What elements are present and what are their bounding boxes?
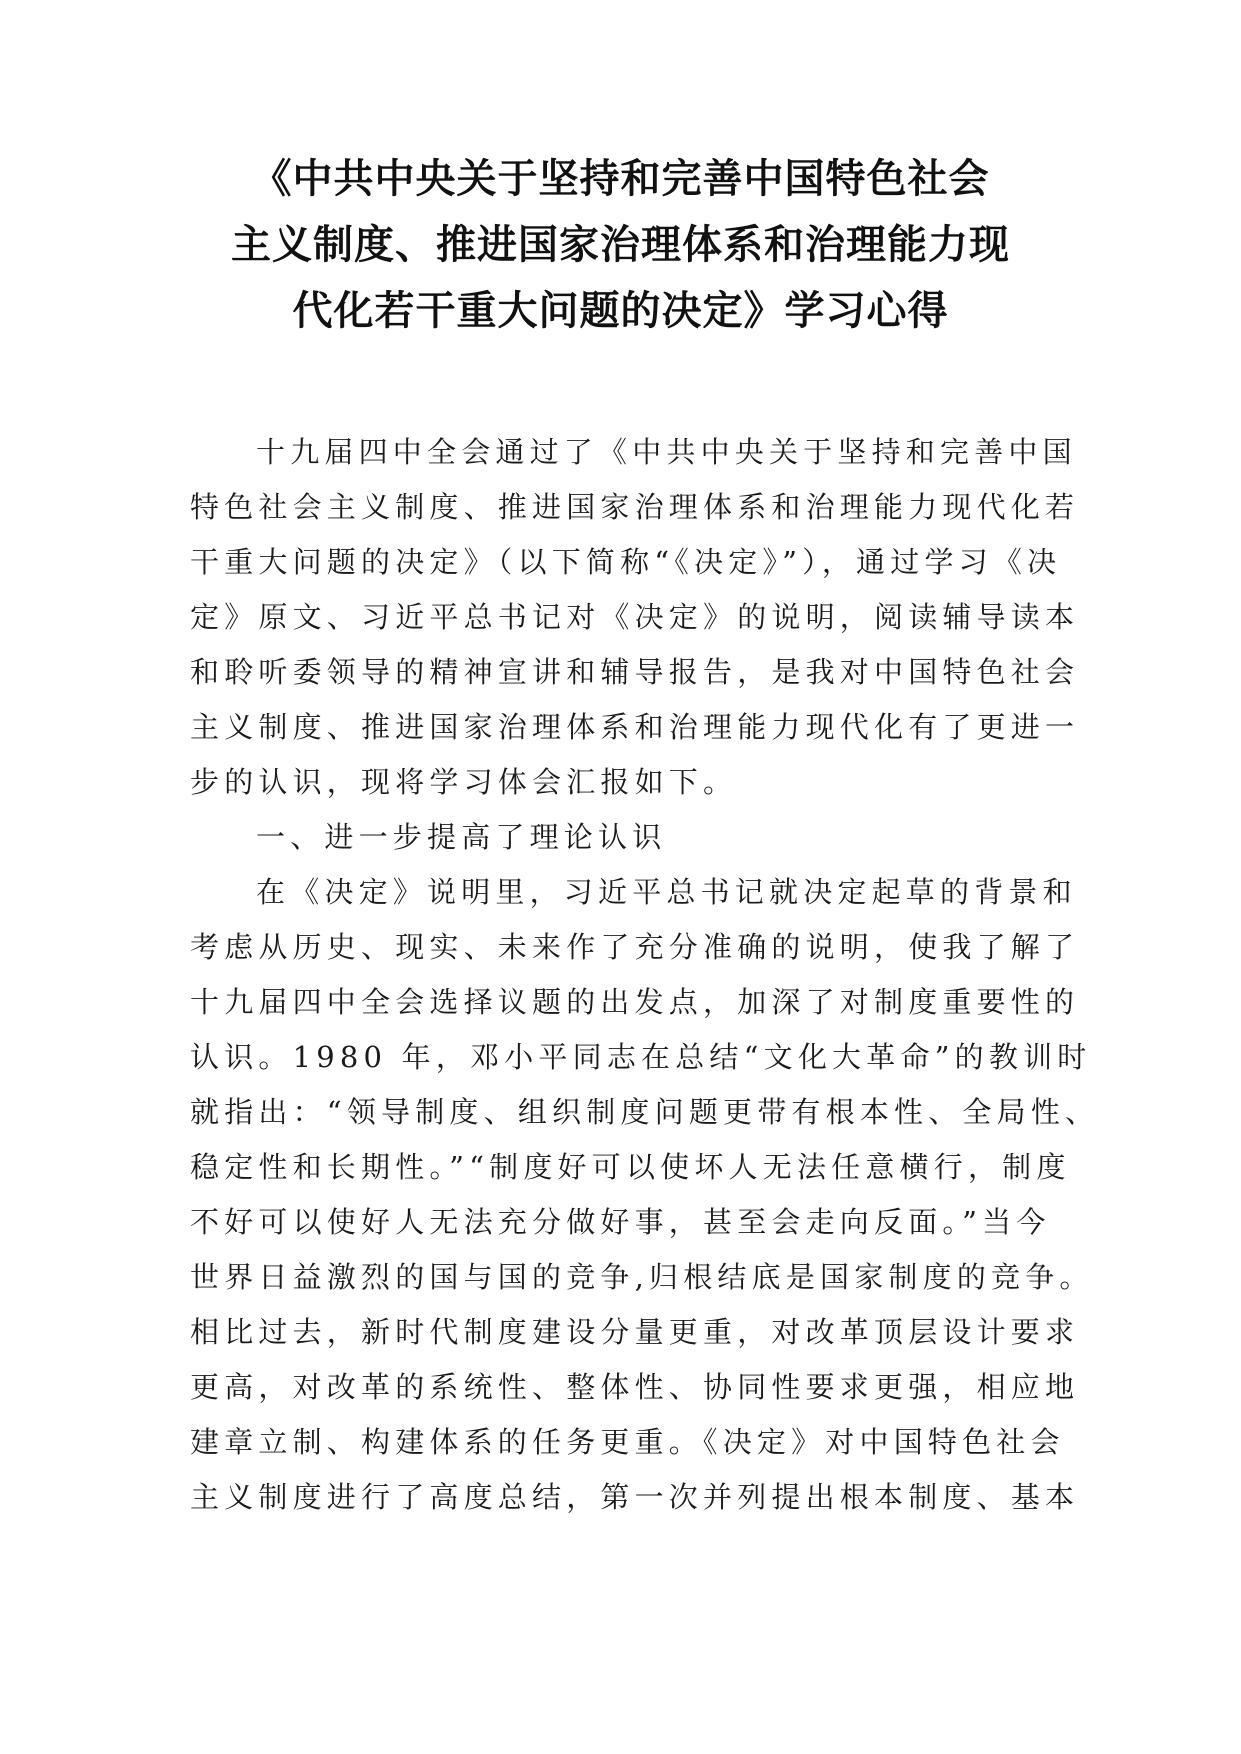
paragraph-line: 相比过去，新时代制度建设分量更重，对改革顶层设计要求 — [190, 1315, 1080, 1349]
paragraph-line: 十九届四中全会通过了《中共中央关于坚持和完善中国 — [256, 435, 1077, 469]
paragraph-line: 定》原文、习近平总书记对《决定》的说明，阅读辅导读本 — [190, 600, 1080, 634]
title-line: 《中共中央关于坚持和完善中国特色社会 — [251, 156, 990, 202]
paragraph-line: 步的认识，现将学习体会汇报如下。 — [190, 765, 738, 799]
paragraph-line: 世界日益激烈的国与国的竞争,归根结底是国家制度的竞争。 — [190, 1260, 1094, 1294]
paragraph-line: 考虑从历史、现实、未来作了充分准确的说明，使我了解了 — [190, 930, 1080, 964]
paragraph-line: 特色社会主义制度、推进国家治理体系和治理能力现代化若 — [190, 490, 1080, 524]
paragraph-line: 干重大问题的决定》（以下简称“《决定》”），通过学习《决 — [190, 545, 1062, 579]
paragraph-line: 不好可以使好人无法充分做好事，甚至会走向反面。”当今 — [190, 1205, 1051, 1239]
paragraph-line: 和聆听委领导的精神宣讲和辅导报告，是我对中国特色社会 — [190, 655, 1080, 689]
paragraph-line: 十九届四中全会选择议题的出发点，加深了对制度重要性的 — [190, 985, 1080, 1019]
paragraph-line: 主义制度进行了高度总结，第一次并列提出根本制度、基本 — [190, 1480, 1080, 1514]
title-line: 代化若干重大问题的决定》学习心得 — [292, 288, 949, 334]
document-title — [160, 146, 1081, 344]
paragraph-line: 主义制度、推进国家治理体系和治理能力现代化有了更进一 — [190, 710, 1080, 744]
section-heading: 一、进一步提高了理论认识 — [256, 820, 667, 854]
paragraph-line: 建章立制、构建体系的任务更重。《决定》对中国特色社会 — [190, 1425, 1065, 1459]
paragraph-line: 在《决定》说明里，习近平总书记就决定起草的背景和 — [256, 875, 1077, 909]
paragraph-line: 稳定性和长期性。”“制度好可以使坏人无法任意横行，制度 — [190, 1150, 1071, 1184]
paragraph-line: 就指出：“领导制度、组织制度问题更带有根本性、全局性、 — [190, 1095, 1100, 1129]
paragraph-line: 认识。1980 年，邓小平同志在总结“文化大革命”的教训时 — [190, 1040, 1092, 1074]
paragraph-line: 更高，对改革的系统性、整体性、协同性要求更强，相应地 — [190, 1370, 1080, 1404]
title-line: 主义制度、推进国家治理体系和治理能力现 — [231, 222, 1010, 268]
